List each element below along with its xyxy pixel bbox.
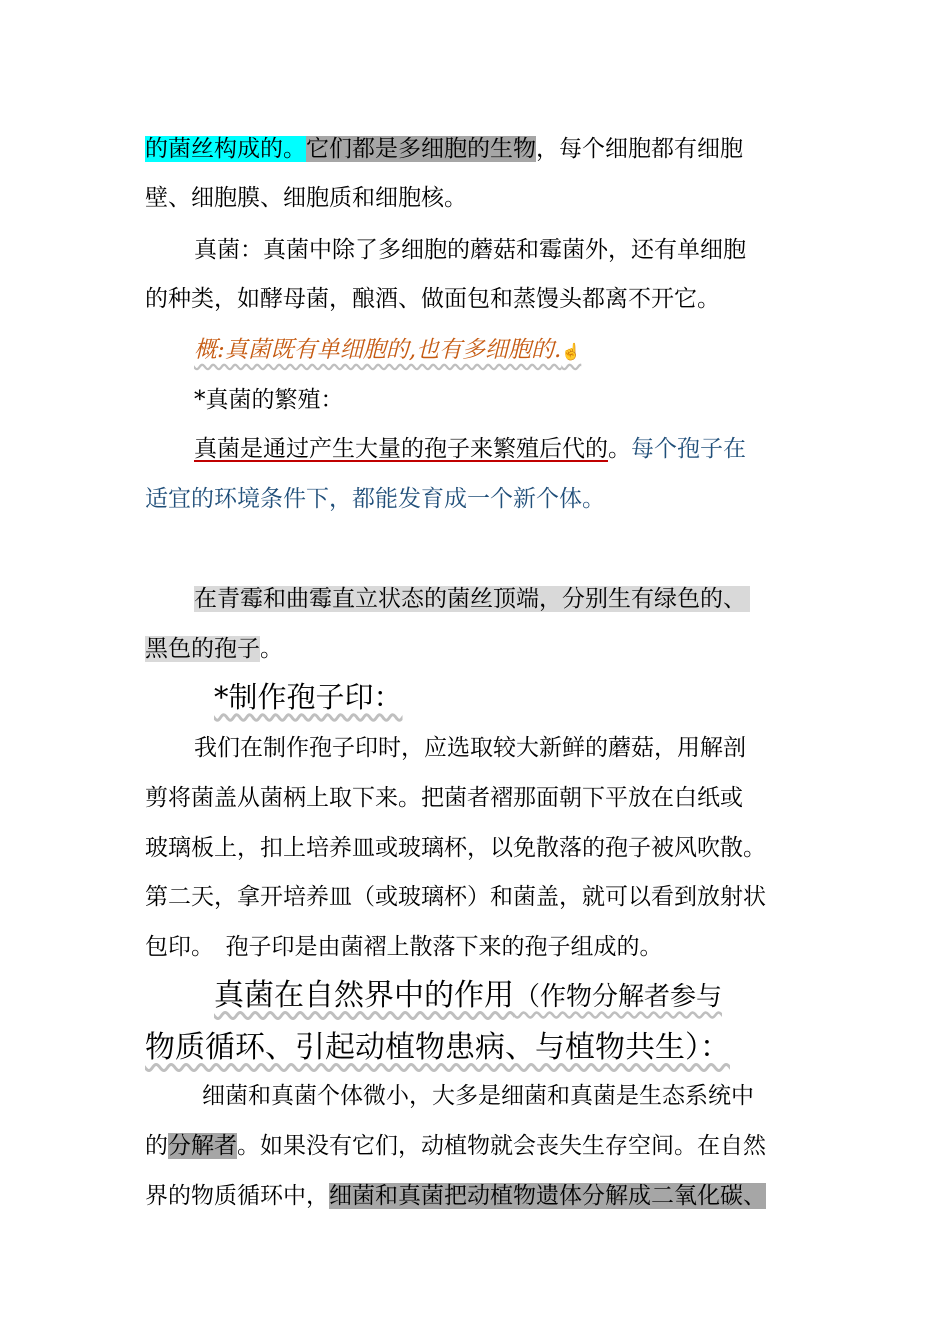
paragraph-line: 真菌：真菌中除了多细胞的蘑菇和霉菌外，还有单细胞 (194, 237, 746, 263)
paragraph-line: 玻璃板上，扣上培养皿或玻璃杯，以免散落的孢子被风吹散。 (145, 835, 766, 861)
paragraph-line: 细菌和真菌个体微小，大多是细菌和真菌是生态系统中 (202, 1083, 754, 1109)
blue-text: 每个孢子在 (631, 436, 746, 462)
highlighted-text: 它们都是多细胞的生物 (306, 136, 536, 162)
paragraph-line: 的种类，如酵母菌，酿酒、做面包和蒸馒头都离不开它。 (145, 286, 720, 312)
text-run: ，每个细胞都有细胞 (536, 136, 743, 162)
section-heading-continued (145, 1027, 730, 1069)
heading-text: *制作孢子印： (214, 680, 403, 714)
highlighted-text: 细菌和真菌把动植物遗体分解成二氧化碳、 (329, 1183, 766, 1209)
highlighted-text: 的菌丝构成的。 (145, 136, 306, 162)
paragraph-line: 适宜的环境条件下，都能发育成一个新个体。 (145, 486, 605, 512)
heading-text: 物质循环、引起动植物患病、与植物共生）： (145, 1030, 730, 1065)
highlighted-text: 黑色的孢子 (145, 636, 260, 662)
paragraph-line (145, 633, 283, 665)
section-heading: *真菌的繁殖： (194, 387, 344, 413)
paragraph-line: 包印。 孢子印是由菌褶上散落下来的孢子组成的。 (145, 934, 663, 960)
paragraph-line (194, 433, 746, 465)
section-heading (214, 975, 722, 1017)
text-run: 。 (608, 436, 631, 462)
section-heading (214, 677, 403, 717)
underlined-text: 真菌是通过产生大量的孢子来繁殖后代的 (194, 436, 608, 462)
paragraph-line (194, 583, 750, 615)
heading-text: 真菌在自然界中的作用 (214, 978, 514, 1013)
paragraph-line: 剪将菌盖从菌柄上取下来。把菌者褶那面朝下平放在白纸或 (145, 785, 743, 811)
summary-text: 概:真菌既有单细胞的,也有多细胞的. (194, 337, 562, 363)
paragraph-line: 壁、细胞膜、细胞质和细胞核。 (145, 185, 467, 211)
heading-subtext: （作物分解者参与 (514, 982, 723, 1012)
summary-line (194, 334, 581, 366)
text-run: 。如果没有它们，动植物就会丧失生存空间。在自然 (237, 1133, 766, 1159)
paragraph-line: 我们在制作孢子印时，应选取较大新鲜的蘑菇，用解剖 (194, 735, 746, 761)
text-run: 界的物质循环中， (145, 1183, 329, 1209)
paragraph-line (145, 133, 743, 165)
text-run: 的 (145, 1133, 168, 1159)
paragraph-line: 第二天，拿开培养皿（或玻璃杯）和菌盖，就可以看到放射状 (145, 884, 766, 910)
paragraph-line (145, 1130, 766, 1162)
text-run: 。 (260, 636, 283, 662)
highlighted-text: 分解者 (168, 1133, 237, 1159)
pointing-hand-icon: ☝ (561, 342, 582, 361)
paragraph-line (145, 1180, 766, 1212)
highlighted-text: 在青霉和曲霉直立状态的菌丝顶端，分别生有绿色的、 (194, 586, 750, 612)
